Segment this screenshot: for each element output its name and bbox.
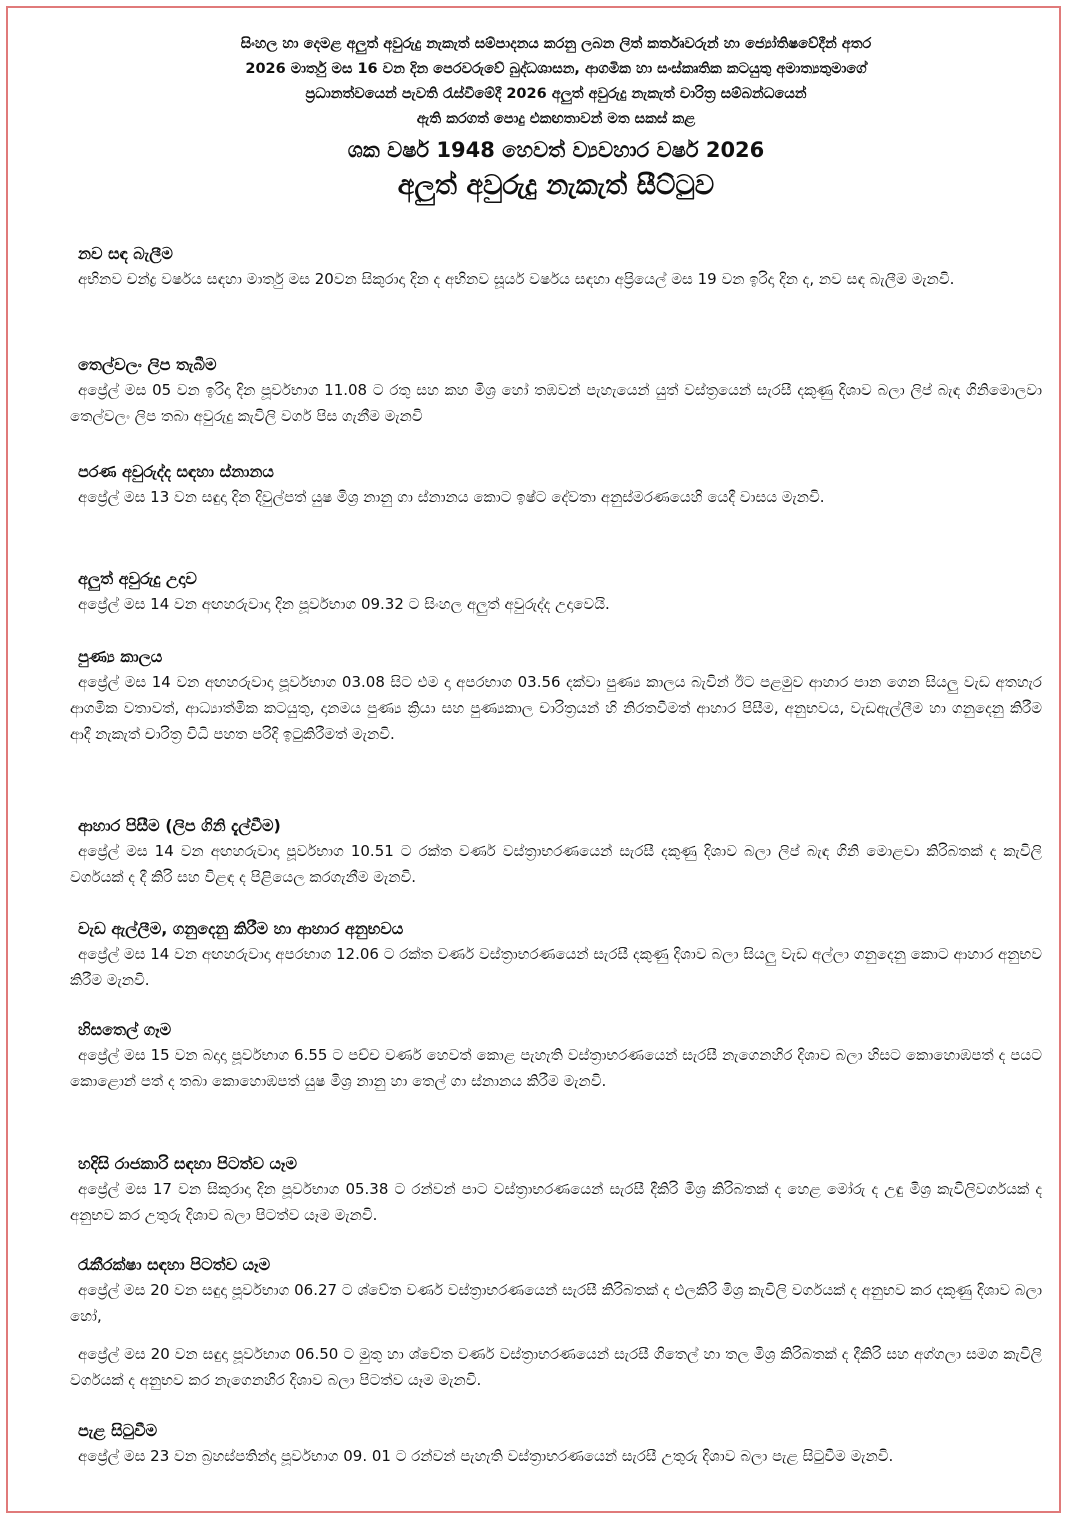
section-paragraph: අප්‍රේල් මස 17 වන සිකුරාදා දින පූර්වභාග 05.38 ට රන්වන් පාට වස්ත්‍රාභරණයෙන් සැරසී දීකිරි මිශ්‍ර කිරිබතක් ද හෙළ මෝරු ද උඳු මිශ්‍ර කැවිලිවර්ගයක් ද අනුභව කර උතුරු දිශාව බලා පිටත්ව යෑම මැනවි.	[70, 1180, 1042, 1224]
section-employment	[70, 1253, 1042, 1393]
section-paragraph: අභිනව චන්ද්‍ර වර්ෂය සඳහා මාර්තු මස 20වන සිකුරාදා දින ද අභිනව සූර්ය වර්ෂය සඳහා අප්‍රියෙල් මස 19 වන ඉරිදා දින ද, නව සඳ බැලීම මැනවි.	[78, 270, 955, 288]
section-title: පුණ්‍ය කාලය	[78, 647, 163, 666]
year-heading: ශක වර්ෂ 1948 හෙවත් ව්‍යවහාර වර්ෂ 2026	[347, 138, 765, 162]
section-paragraph: අප්‍රේල් මස 05 වන ඉරිදා දින පූර්වභාග 11.08 ට රතු සහ කහ මිශ්‍ර හෝ තඹවන් පැහැයෙන් යුත් වස්ත්‍රයෙන් සැරසී දකුණු දිශාව බලා ලිප් බැඳ ගිනිමොලවා තෙල්වලං ලිප තබා අවුරුදු කැවිලි වර්ග පිස ගැනීම මැනවි	[70, 381, 1042, 425]
section-title: අලුත් අවුරුදු උදාව	[78, 569, 197, 588]
section-planting	[70, 1419, 1042, 1469]
section-paragraph: අප්‍රේල් මස 15 වන බදාදා පූර්වභාග 6.55 ට පච්ච වර්ණ හෙවත් කොළ පැහැති වස්ත්‍රාභරණයෙන් සැරසී නැගෙනහිර දිශාව බලා හිසට කොහොඹපත් ද පයට කොළොන් පත් ද තබා කොහොඹපත් යුෂ මිශ්‍ර නානු හා තෙල් ගා ස්නානය කිරීම මැනවි.	[70, 1046, 1042, 1090]
section-oil-hearth	[70, 353, 1042, 429]
section-title: වැඩ ඇල්ලීම, ගනුදෙනු කිරීම හා ආහාර අනුභවය	[78, 919, 404, 938]
section-new-year-dawn	[70, 567, 1042, 617]
header-line: 2026 මාර්තු මස 16 වන දින පෙරවරුවේ බුද්ධශාසන, ආගමික හා සංස්කෘතික කටයුතු අමාත්‍යතුමාගේ	[245, 61, 867, 77]
section-old-year-bath	[70, 460, 1042, 510]
section-head-oil	[70, 1018, 1042, 1094]
section-urgent-duties	[70, 1152, 1042, 1228]
section-auspicious-period	[70, 645, 1042, 747]
section-title: පරණ අවුරුද්ද සඳහා ස්නානය	[78, 462, 274, 481]
section-paragraph: අප්‍රේල් මස 20 වන සඳුදා පූර්වභාග 06.50 ට මුතු හා ශ්වේත වර්ණ වස්ත්‍රාභරණයෙන් සැරසී ගිතෙල් හා තල මිශ්‍ර කිරිබතක් ද දීකිරි සහ අග්ගලා සමග කැවිලි වර්ගයක් ද අනුභව කර නැගෙනහිර දිශාව බලා පිටත්ව යෑම මැනවි.	[70, 1345, 1042, 1389]
section-paragraph: අප්‍රේල් මස 20 වන සඳුදා පූර්වභාග 06.27 ට ශ්වේත වර්ණ වස්ත්‍රාභරණයෙන් සැරසී කිරිබතක් ද එලකිරි මිශ්‍ර කැවිලි වර්ගයක් ද අනුභව කර දකුණු දිශාව බලා හෝ,	[70, 1281, 1042, 1325]
page-title: අලුත් අවුරුදු නැකැත් සීට්ටුව	[397, 170, 715, 201]
section-paragraph: අප්‍රේල් මස 14 වන අඟහරුවාදා අපරභාග 12.06 ට රක්ත වර්ණ වස්ත්‍රාභරණයෙන් සැරසී දකුණු දිශාව බලා සියලු වැඩ අල්ලා ගනුදෙනු කොට ආහාර අනුභව කිරීම මැනවි.	[70, 945, 1042, 989]
section-work-and-meal	[70, 917, 1042, 993]
header-line: ඇති කරගත් පොදු එකඟතාවන් මත සකස් කළ	[416, 111, 696, 127]
section-title: රැකීරක්ෂා සඳහා පිටත්ව යෑම	[78, 1255, 271, 1274]
header-line: සිංහල හා දෙමළ අලුත් අවුරුදු නැකැත් සම්පාදනය කරනු ලබන ලිත් කර්තෘවරුන් හා ජ්‍යෝතිෂවේදීන් අතර	[240, 36, 872, 52]
section-title: හදිසි රාජකාරි සඳහා පිටත්ව යෑම	[78, 1154, 297, 1173]
section-title: ආහාර පිසීම (ලිප ගිනි දැල්වීම)	[78, 816, 281, 835]
section-paragraph: අප්‍රේල් මස 14 වන අඟහරුවාදා දින පූර්වභාග 09.32 ට සිංහල අලුත් අවුරුද්ද උදාවෙයි.	[78, 595, 610, 613]
section-title: තෙල්වලං ලිප තැබීම	[78, 355, 217, 374]
section-title: හිසතෙල් ගෑම	[78, 1020, 172, 1039]
section-title: පැළ සිටුවීම	[78, 1421, 158, 1440]
document-header	[70, 32, 1042, 206]
document-body	[70, 32, 1042, 1465]
section-paragraph: අප්‍රේල් මස 13 වන සඳුදා දින දිවුල්පත් යුෂ මිශ්‍ර නානු ගා ස්නානය කොට ඉෂ්ට දේවතා අනුස්මරණයෙහි යෙදී වාසය මැනවි.	[78, 488, 825, 506]
section-title: නව සඳ බැලීම	[78, 244, 173, 263]
section-paragraph: අප්‍රේල් මස 14 වන අඟහරුවාදා පූර්වභාග 10.51 ට රක්ත වර්ණ වස්ත්‍රාභරණයෙන් සැරසී දකුණු දිශාව බලා ලිප් බැඳ ගිනි මොළවා කිරිබතක් ද කැවිලි වර්ගයක් ද දී කිරි සහ විළඳ ද පිළියෙල කරගැනීම මැනවි.	[70, 842, 1042, 886]
section-paragraph: අප්‍රේල් මස 14 වන අඟහරුවාදා පූර්වභාග 03.08 සිට එම දා අපරභාග 03.56 දක්වා පුණ්‍ය කාලය බැවින් ඊට පළමුව ආහාර පාන ගෙන සියලු වැඩ අතහැර ආගමික වතාවත්, ආධ්‍යාත්මික කටයුතු, දානමය පුණ්‍ය ක්‍රියා සහ පුණ්‍යකාල චාරිත්‍රයන් හි නිරතවීමත් ආහාර පිසීම, අනුභවය, වැඩඇල්ලීම හා ගනුදෙනු කිරීම ආදී නැකැත් චාරිත්‍ර විධි පහත පරිදි ඉටුකිරීමත් මැනවි.	[70, 673, 1042, 743]
header-line: ප්‍රධානත්වයෙන් පැවති රැස්වීමේදී 2026 අලුත් අවුරුදු නැකැත් චාරිත්‍ර සම්බන්ධයෙන්	[305, 86, 807, 102]
section-paragraph: අප්‍රේල් මස 23 වන බ්‍රහස්පතින්දා පූර්වභාග 09. 01 ට රන්වන් පැහැති වස්ත්‍රාභරණයෙන් සැරසී උතුරු දිශාව බලා පැළ සිටුවීම මැනවි.	[78, 1447, 894, 1465]
section-cooking	[70, 814, 1042, 890]
section-new-moon	[70, 242, 1042, 292]
